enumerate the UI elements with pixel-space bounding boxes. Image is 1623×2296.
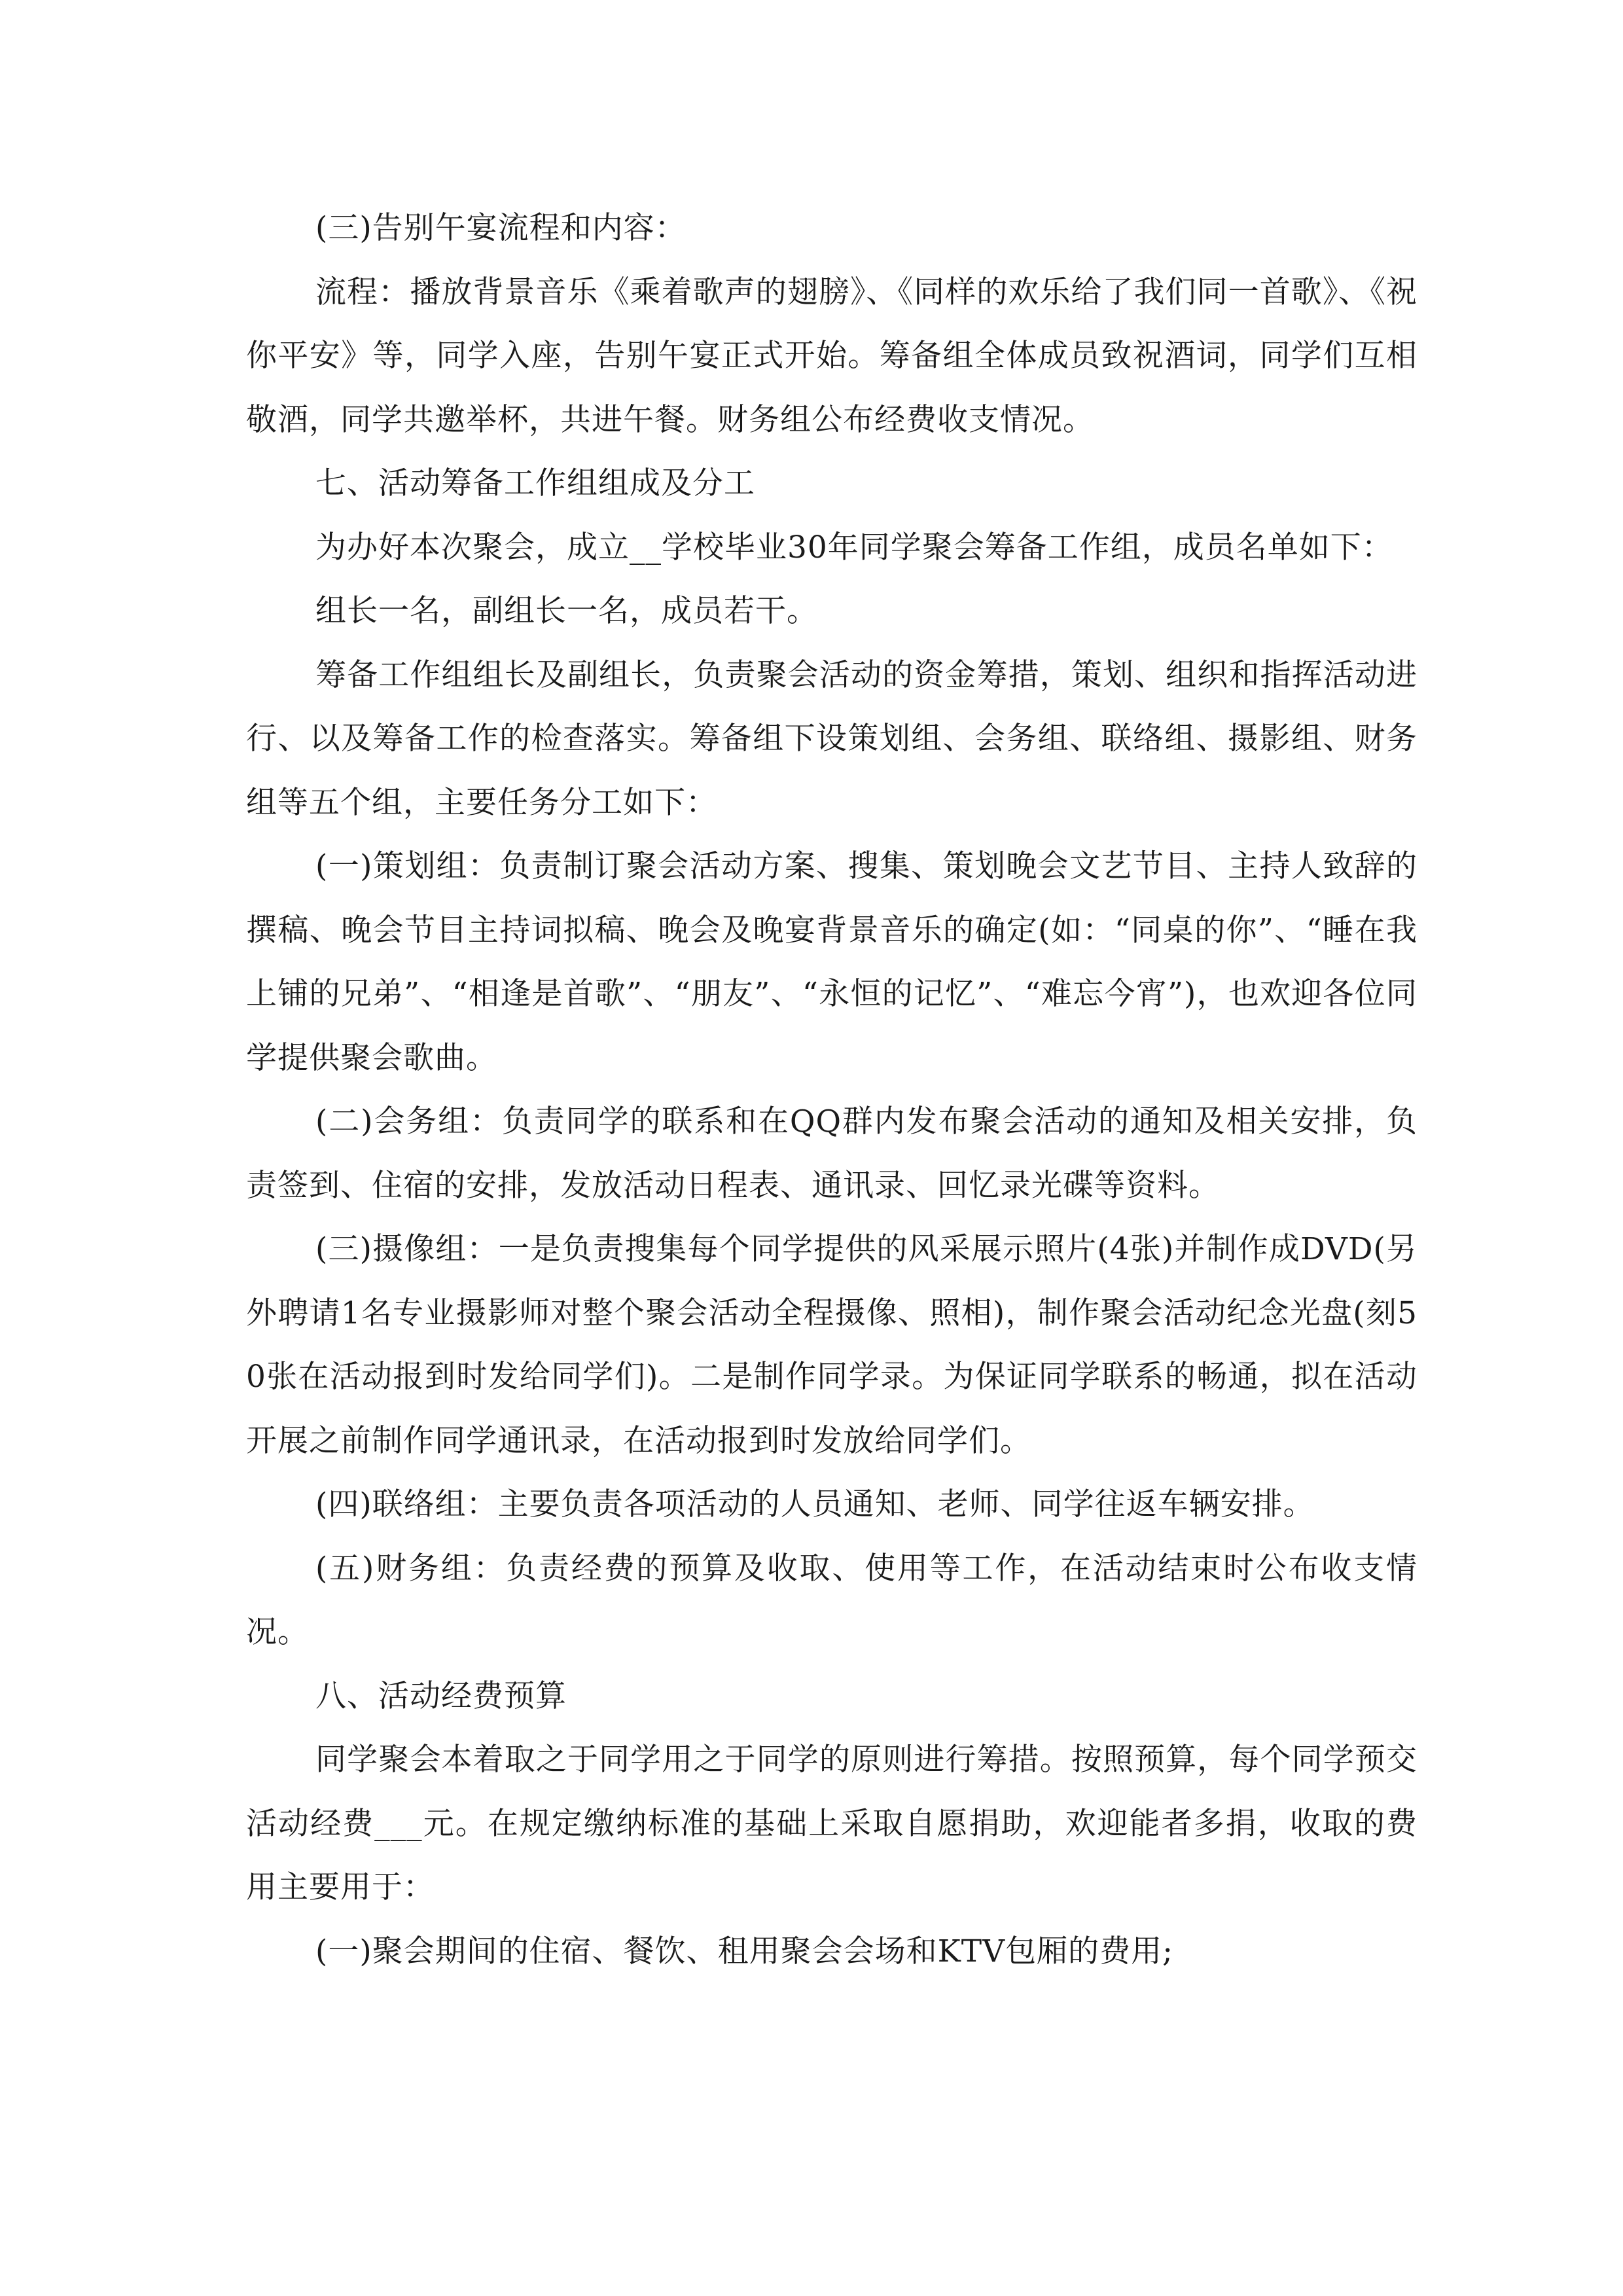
- paragraph-liaison-group: (四)联络组：主要负责各项活动的人员通知、老师、同学往返车辆安排。: [315, 1486, 1315, 1522]
- paragraph-committee-duties: 筹备工作组组长及副组长，负责聚会活动的资金筹措，策划、组织和指挥活动进行、以及筹备工作的检查落实。筹备组下设策划组、会务组、联络组、摄影组、财务组等五个组，主要任务分工如下：: [246, 656, 1418, 821]
- paragraph-affairs-group: (二)会务组：负责同学的联系和在QQ群内发布聚会活动的通知及相关安排，负责签到、住宿的安排，发放活动日程表、通讯录、回忆录光碟等资料。: [246, 1103, 1418, 1204]
- paragraph-lunch-process: 流程：播放背景音乐《乘着歌声的翅膀》、《同样的欢乐给了我们同一首歌》、《祝你平安》等，同学入座，告别午宴正式开始。筹备组全体成员致祝酒词，同学们互相敬酒，同学共邀举杯，共进午餐。财务组公布经费收支情况。: [246, 274, 1418, 438]
- paragraph-committee-intro: 为办好本次聚会，成立__学校毕业30年同学聚会筹备工作组，成员名单如下：: [315, 529, 1393, 565]
- paragraph-committee-members: 组长一名，副组长一名，成员若干。: [315, 593, 818, 629]
- section-heading-8: 八、活动经费预算: [315, 1677, 567, 1714]
- paragraph-budget-item-1: (一)聚会期间的住宿、餐饮、租用聚会会场和KTV包厢的费用;: [315, 1933, 1173, 1969]
- paragraph-planning-group: (一)策划组：负责制订聚会活动方案、搜集、策划晚会文艺节目、主持人致辞的撰稿、晚会节目主持词拟稿、晚会及晚宴背景音乐的确定(如：“同桌的你”、“睡在我上铺的兄弟”、“相逢是首歌”、“朋友”、“永恒的记忆”、“难忘今宵”)，也欢迎各位同学提供聚会歌曲。: [246, 848, 1418, 1076]
- section-heading-farewell-lunch: (三)告别午宴流程和内容：: [315, 210, 687, 246]
- paragraph-video-group: (三)摄像组：一是负责搜集每个同学提供的风采展示照片(4张)并制作成DVD(另外聘请1名专业摄影师对整个聚会活动全程摄像、照相)，制作聚会活动纪念光盘(刻50张在活动报到时发给同学们)。二是制作同学录。为保证同学联系的畅通，拟在活动开展之前制作同学通讯录，在活动报到时发放给同学们。: [246, 1231, 1418, 1459]
- section-heading-7: 七、活动筹备工作组组成及分工: [315, 465, 755, 501]
- paragraph-budget-intro: 同学聚会本着取之于同学用之于同学的原则进行筹措。按照预算，每个同学预交活动经费___元。在规定缴纳标准的基础上采取自愿捐助，欢迎能者多捐，收取的费用主要用于：: [246, 1742, 1418, 1905]
- document-body: [246, 196, 1418, 1983]
- paragraph-finance-group: (五)财务组：负责经费的预算及收取、使用等工作，在活动结束时公布收支情况。: [246, 1550, 1418, 1650]
